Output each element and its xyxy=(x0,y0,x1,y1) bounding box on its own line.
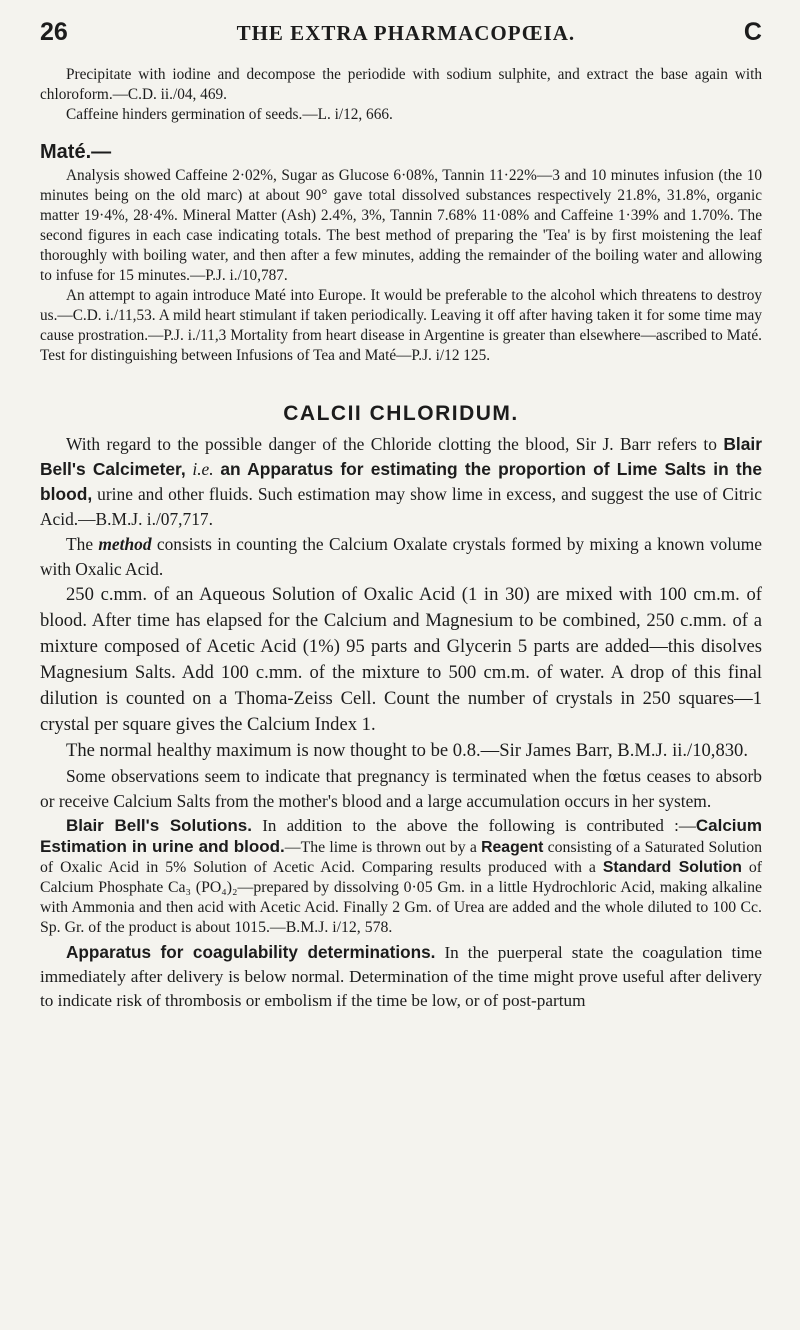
coagulability-paragraph xyxy=(40,940,762,1013)
calcimeter-paragraph xyxy=(40,432,762,532)
calcimeter-term: Blair Bell's Calcimeter, xyxy=(40,434,762,479)
blair-bell-solutions-paragraph xyxy=(40,816,762,938)
text-run: i.e. xyxy=(185,459,221,479)
mate-paragraph-2: An attempt to again introduce Maté into Europe. It would be preferable to the alcohol which threatens to destroy us.—C.D. i./11,53. A mild heart stimulant if taken periodically. Leaving it off after having taken it for some time may cause prostration.—P.J. i./11,3 Mortality from heart disease in Argentine is greater than elsewhere—ascribed to Maté. Test for distinguishing between Infusions of Tea and Maté—P.J. i/12 125. xyxy=(40,287,762,364)
reagent-term: Reagent xyxy=(481,839,544,856)
pregnancy-paragraph: Some observations seem to indicate that pregnancy is terminated when the fœtus ceases to absorb or receive Calcium Salts from the mother's blood and a large accumulation occurs in her system. xyxy=(40,766,762,811)
text-run: consists in counting the Calcium Oxalate crystals formed by mixing a known volume with Oxalic Acid. xyxy=(40,534,762,579)
blair-bell-term: Blair Bell's Solutions. xyxy=(66,816,252,835)
method-term: method xyxy=(98,534,152,554)
text-run: —The lime is thrown out by a xyxy=(284,839,482,856)
text-run: In the puerperal state the coagulation time immediately after delivery is below normal. Determination of the time might prove useful after delivery to indicate risk of thrombosis or embolism if the time be low, or of post-partum xyxy=(40,943,762,1010)
text-run: In addition to the above the following is contributed :— xyxy=(252,816,696,835)
text-run: With regard to the possible danger of the Chloride clotting the blood, Sir J. Barr refers to xyxy=(66,434,724,454)
intro-paragraph-2: Caffeine hinders germination of seeds.—L. i/12, 666. xyxy=(66,106,393,123)
page-number: 26 xyxy=(40,18,68,46)
apparatus-coagulability-term: Apparatus for coagulability determinations. xyxy=(66,942,436,962)
mate-heading: Maté.— xyxy=(40,141,112,163)
intro-paragraph-1: Precipitate with iodine and decompose the periodide with sodium sulphite, and extract the base again with chloroform.—C.D. ii./04, 469. xyxy=(40,66,762,103)
mate-paragraph-1: Analysis showed Caffeine 2·02%, Sugar as Glucose 6·08%, Tannin 11·22%—3 and 10 minutes infusion (the 10 minutes being on the old marc) at about 90° gave total dissolved substances respectively 21.8%, 31.8%, organic matter 19·4%, 28·4%. Mineral Matter (Ash) 2.4%, 3%, Tannin 7.68% 11·08% and Caffeine 1·39% and 1.70%. The second figures in each case indicating totals. The best method of preparing the 'Tea' is by first moistening the leaf thoroughly with boiling water, and then after a few minutes, adding the remainder of the boiling water and allowing to infuse for 15 minutes.—P.J. i./10,787. xyxy=(40,167,762,284)
method-paragraph xyxy=(40,532,762,582)
procedure-paragraph: 250 c.mm. of an Aqueous Solution of Oxalic Acid (1 in 30) are mixed with 100 cm.m. of blood. After time has elapsed for the Calcium and Magnesium to be combined, 250 c.mm. of a mixture composed of Acetic Acid (1%) 95 parts and Glycerin 5 parts are added—this disolves Magnesium Salts. Add 100 c.mm. of the mixture to 500 cm.m. of water. A drop of this final dilution is counted on a Thoma-Zeiss Cell. Count the number of crystals in 250 squares—1 crystal per square gives the Calcium Index 1. xyxy=(40,584,762,735)
running-head xyxy=(40,18,762,47)
text-run: of Calcium Phosphate Ca₃ (PO₄)₂—prepared by dissolving 0·05 Gm. in a little Hydrochloric Acid, making alkaline with Ammonia and then acid with Acetic Acid. Finally 2 Gm. of Urea are added and the whole diluted to 100 Cc. Sp. Gr. of the product is about 1015.—B.M.J. i/12, 578. xyxy=(40,859,763,936)
apparatus-term: an Apparatus for estimating the proportion of Lime Salts in the blood, xyxy=(40,459,762,504)
calcii-chloridum-heading: CALCII CHLORIDUM. xyxy=(283,402,519,425)
text-run: consisting of a Saturated Solution of Oxalic Acid in 5% Solution of Acetic Acid. Comparing results produced with a xyxy=(40,839,762,876)
book-title: THE EXTRA PHARMACOPŒIA. xyxy=(236,21,576,45)
text-run: The xyxy=(66,534,99,554)
text-run: urine and other fluids. Such estimation may show lime in excess, and suggest the use of Citric Acid.—B.M.J. i./07,717. xyxy=(40,484,762,529)
normal-maximum-paragraph: The normal healthy maximum is now thought to be 0.8.—Sir James Barr, B.M.J. ii./10,830. xyxy=(66,740,748,761)
standard-solution-term: Standard Solution xyxy=(602,859,742,876)
calcium-estimation-term: Calcium Estimation in urine and blood. xyxy=(40,816,763,856)
section-letter: C xyxy=(743,18,762,46)
